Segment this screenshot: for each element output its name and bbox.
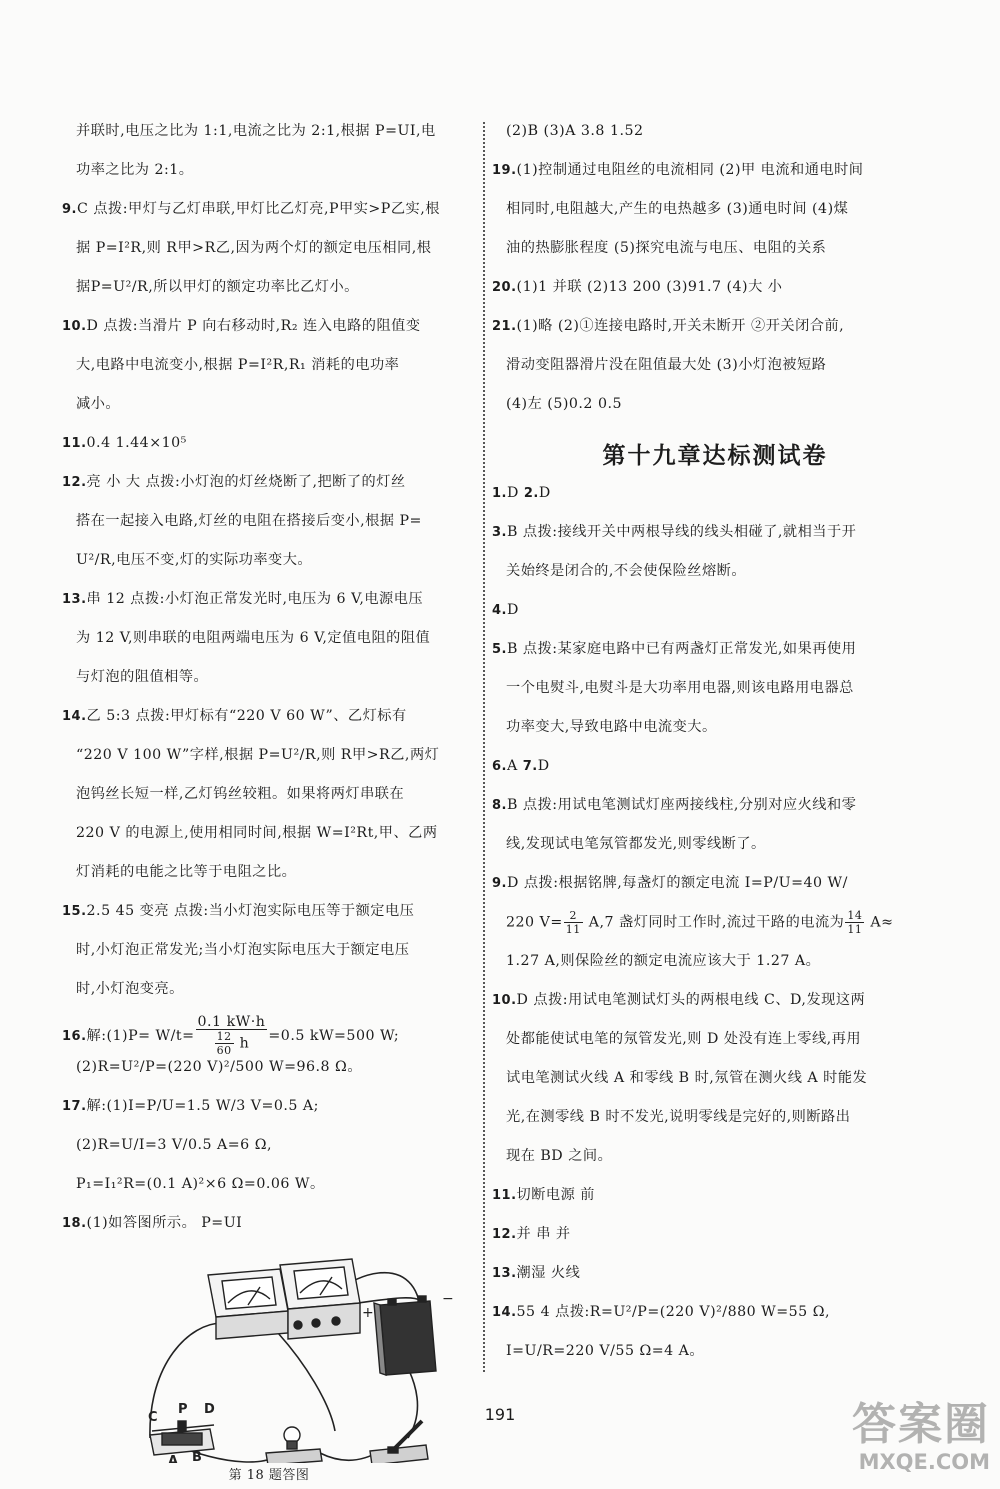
answer-17-line-2: (2)R=U/I=3 V/0.5 A=6 Ω, (76, 1137, 272, 1153)
question-number: 9. (492, 876, 507, 891)
answer-line (62, 547, 476, 586)
question-number: 13. (492, 1266, 517, 1281)
q9-fraction-1 (564, 909, 583, 936)
answer-text: 现在 BD 之间。 (506, 1148, 613, 1164)
answer-line (492, 1182, 938, 1221)
answer-text: 220 V 的电源上,使用相同时间,根据 W=I²Rt,甲、乙两 (76, 825, 438, 841)
answer-text: 大,电路中电流变小,根据 P=I²R,R₁ 消耗的电功率 (76, 357, 400, 373)
q9-fraction-2 (845, 909, 864, 936)
answer-line (492, 1338, 938, 1377)
answer-line (492, 675, 938, 714)
answer-line (492, 753, 938, 792)
answer-line (492, 948, 938, 987)
q16-inner-fraction (215, 1030, 234, 1057)
answer-text: 灯消耗的电能之比等于电阻之比。 (76, 864, 297, 880)
answer-text: (1)略 (2)①连接电路时,开关未断开 ②开关闭合前, (516, 318, 845, 334)
q16-fraction (196, 1015, 268, 1057)
question-number: 9. (62, 202, 77, 217)
q16-unit: h (239, 1035, 250, 1052)
answer-line (62, 157, 476, 196)
answer-line (62, 898, 476, 937)
question-number: 8. (492, 798, 507, 813)
answer-text: 滑动变阻器滑片没在阻值最大处 (3)小灯泡被短路 (506, 357, 827, 373)
question-number: 18. (62, 1216, 87, 1231)
label-p: P (178, 1402, 189, 1417)
answer-text: D 点拨:当滑片 P 向右移动时,R₂ 连入电路的阻值变 (86, 318, 421, 334)
answer-line (492, 391, 938, 430)
answer-line (62, 235, 476, 274)
answer-text: 1.27 A,则保险丝的额定电流应该大于 1.27 A。 (506, 953, 821, 969)
right-column (492, 118, 938, 1377)
answer-text: 串 12 点拨:小灯泡正常发光时,电压为 6 V,电源电压 (86, 591, 424, 607)
answer-16-line-2: (2)R=U²/P=(220 V)²/500 W=96.8 Ω。 (76, 1059, 363, 1075)
answer-text: (1)控制通过电阻丝的电流相同 (2)甲 电流和通电时间 (516, 162, 864, 178)
answer-text: 切断电源 前 (516, 1187, 595, 1203)
answer-text: 关始终是闭合的,不会使保险丝熔断。 (506, 563, 747, 579)
q16-fraction-numerator: 0.1 kW·h (197, 1014, 266, 1030)
watermark-url: MXQE.COM (858, 1450, 990, 1474)
chapter-title: 第十九章达标测试卷 (602, 443, 828, 469)
question-number: 16. (62, 1029, 87, 1044)
answer-text: 为 12 V,则串联的电阻两端电压为 6 V,定值电阻的阻值 (76, 630, 431, 646)
lamp (266, 1427, 322, 1463)
question-number: 19. (492, 163, 517, 178)
answer-text: D (506, 485, 524, 501)
answer-line (492, 870, 938, 909)
answer-text: 据 P=I²R,则 R甲>R乙,因为两个灯的额定电压相同,根 (76, 240, 432, 256)
answer-line (62, 196, 476, 235)
answer-text: 一个电熨斗,电熨斗是大功率用电器,则该电路用电器总 (506, 680, 854, 696)
answer-text: 功率变大,导致电路中电流变大。 (506, 719, 717, 735)
left-column (62, 118, 476, 1489)
answer-line (62, 742, 476, 781)
answer-line (62, 976, 476, 1015)
q17-text-1: 解:(1)I=P/U=1.5 W/3 V=0.5 A; (86, 1098, 319, 1114)
question-number: 12. (62, 475, 87, 490)
answer-line (492, 196, 938, 235)
right-answer-lines-middle (492, 480, 938, 909)
answer-text: 乙 5:3 点拨:甲灯标有“220 V 60 W”、乙灯标有 (86, 708, 407, 724)
q16-inner-denominator: 60 (216, 1044, 232, 1057)
q9-fraction-1-numerator: 2 (564, 909, 583, 923)
battery-minus-label: − (442, 1291, 455, 1307)
answer-line (62, 118, 476, 157)
answer-text: U²/R,电压不变,灯的实际功率变大。 (76, 552, 313, 568)
answer-text: D 点拨:根据铭牌,每盏灯的额定电流 I=P/U=40 W/ (506, 875, 848, 891)
answer-line (62, 313, 476, 352)
answer-line (492, 987, 938, 1026)
question-number: 11. (62, 436, 87, 451)
watermark-logo (800, 1401, 990, 1481)
answer-line (492, 597, 938, 636)
answer-line (492, 1104, 938, 1143)
answer-text: 时,小灯泡变亮。 (76, 981, 184, 997)
question-number: 15. (62, 904, 87, 919)
question-number: 12. (492, 1227, 517, 1242)
answer-line (492, 1299, 938, 1338)
answer-text: B 点拨:接线开关中两根导线的线头相碰了,就相当于开 (506, 524, 857, 540)
answer-text: 与灯泡的阻值相等。 (76, 669, 209, 685)
q9-fraction-2-numerator: 14 (847, 909, 863, 922)
ammeter (208, 1269, 288, 1339)
question-number: 2. (523, 486, 539, 501)
answer-line (492, 118, 938, 157)
q18-text: (1)如答图所示。 P=UI (86, 1215, 243, 1231)
answer-text: B 点拨:某家庭电路中已有两盏灯正常发光,如果再使用 (506, 641, 857, 657)
answer-17-line-3: P₁=I₁²R=(0.1 A)²×6 Ω=0.06 W。 (76, 1176, 325, 1192)
q16-fraction-denominator (196, 1030, 268, 1057)
answer-line (62, 430, 476, 469)
answer-text: (1)1 并联 (2)13 200 (3)91.7 (4)大 小 (516, 279, 783, 295)
answer-17-line-1 (62, 1093, 476, 1132)
answer-line (62, 352, 476, 391)
answer-line (492, 1260, 938, 1299)
answer-text: D (537, 758, 550, 774)
question-number: 11. (492, 1188, 517, 1203)
question-number: 17. (62, 1099, 87, 1114)
question-number: 10. (62, 319, 87, 334)
question-number: 13. (62, 592, 87, 607)
answer-line (62, 508, 476, 547)
answer-line (492, 352, 938, 391)
answer-text: 光,在测零线 B 时不发光,说明零线是完好的,则断路出 (506, 1109, 851, 1125)
answer-line (492, 313, 938, 352)
answer-text: C 点拨:甲灯与乙灯串联,甲灯比乙灯亮,P甲实>P乙实,根 (76, 201, 440, 217)
q9-suffix: A≈ (865, 914, 894, 931)
answer-line (62, 859, 476, 898)
figure-caption: 第 18 题答图 (228, 1468, 310, 1483)
label-b: B (192, 1450, 203, 1463)
answer-text: 线,发现试电笔氖管都发光,则零线断了。 (506, 836, 766, 852)
battery (374, 1296, 436, 1375)
answer-text: A (506, 758, 523, 774)
answer-text: 处都能使试电笔的氖管发光,则 D 处没有连上零线,再用 (506, 1031, 862, 1047)
question-number: 20. (492, 280, 517, 295)
left-answer-lines (62, 118, 476, 1015)
q9-fraction-1-denominator: 11 (565, 923, 581, 936)
answer-text: 时,小灯泡正常发光;当小灯泡实际电压大于额定电压 (76, 942, 410, 958)
answer-18-line-1 (62, 1210, 476, 1249)
circuit-answer-figure (130, 1253, 460, 1463)
answer-text: 0.4 1.44×10⁵ (86, 435, 187, 451)
answer-text: 泡钨丝长短一样,乙灯钨丝较粗。如果将两灯串联在 (76, 786, 405, 802)
question-number: 4. (492, 603, 507, 618)
answer-text: 潮湿 火线 (516, 1265, 581, 1281)
q9-fraction-2-denominator: 11 (847, 923, 863, 936)
answer-text: 搭在一起接入电路,灯丝的电阻在搭接后变小,根据 P= (76, 513, 422, 529)
answer-line (62, 391, 476, 430)
answer-text: D 点拨:用试电笔测试灯头的两根电线 C、D,发现这两 (516, 992, 866, 1008)
label-a: A (168, 1454, 179, 1463)
answer-line (492, 1026, 938, 1065)
answer-line (62, 703, 476, 742)
answer-line (492, 519, 938, 558)
voltmeter (280, 1259, 360, 1339)
answer-line (492, 157, 938, 196)
answer-line (492, 831, 938, 870)
answer-line (492, 714, 938, 753)
label-c: C (148, 1410, 159, 1425)
answer-text: I=U/R=220 V/55 Ω=4 A。 (506, 1343, 705, 1359)
q16-inner-numerator: 12 (216, 1030, 232, 1043)
answer-text: 2.5 45 变亮 点拨:当小灯泡实际电压等于额定电压 (86, 903, 415, 919)
q16-prefix: 解:(1)P= W/t= (86, 1028, 195, 1044)
question-number: 6. (492, 759, 507, 774)
answer-text: 减小。 (76, 396, 121, 412)
question-number: 14. (62, 709, 87, 724)
right-answer-lines-top (492, 118, 938, 430)
question-number: 3. (492, 525, 507, 540)
answer-line (62, 274, 476, 313)
answer-text: 油的热膨胀程度 (5)探究电流与电压、电阻的关系 (506, 240, 827, 256)
answer-text: 据P=U²/R,所以甲灯的额定功率比乙灯小。 (76, 279, 359, 295)
answer-text: 并联时,电压之比为 1:1,电流之比为 2:1,根据 P=UI,电 (76, 123, 436, 139)
q9-middle: A,7 盏灯同时工作时,流过干路的电流为 (583, 914, 845, 931)
answer-text: (2)B (3)A 3.8 1.52 (506, 123, 644, 139)
answer-line (62, 937, 476, 976)
question-number: 7. (522, 759, 538, 774)
right-answer-lines-bottom (492, 948, 938, 1377)
answer-line (62, 625, 476, 664)
answer-line (492, 1143, 938, 1182)
answer-text: 亮 小 大 点拨:小灯泡的灯丝烧断了,把断了的灯丝 (86, 474, 406, 490)
label-d: D (204, 1402, 216, 1417)
switch (370, 1421, 428, 1463)
answer-text: (4)左 (5)0.2 0.5 (506, 396, 623, 412)
answer-line (492, 274, 938, 313)
answer-line (492, 235, 938, 274)
q9-prefix: 220 V= (506, 914, 563, 931)
answer-line (492, 792, 938, 831)
answer-line (492, 1221, 938, 1260)
answer-9-line-2 (492, 909, 938, 948)
answer-line (492, 1065, 938, 1104)
watermark-title: 答案圈 (852, 1399, 990, 1450)
answer-line (492, 558, 938, 597)
answer-line (62, 820, 476, 859)
answer-text: 55 4 点拨:R=U²/P=(220 V)²/880 W=55 Ω, (516, 1304, 830, 1320)
answer-line (62, 781, 476, 820)
answer-line (62, 664, 476, 703)
question-number: 1. (492, 486, 507, 501)
question-number: 21. (492, 319, 517, 334)
answer-line (62, 586, 476, 625)
battery-plus-label: + (362, 1305, 375, 1321)
answer-line (62, 469, 476, 508)
q16-suffix: =0.5 kW=500 W; (268, 1028, 400, 1044)
answer-text: D (506, 602, 519, 618)
circuit-diagram (130, 1253, 460, 1463)
answer-text: 相同时,电阻越大,产生的电热越多 (3)通电时间 (4)煤 (506, 201, 849, 217)
column-divider (483, 122, 485, 1372)
page-number: 191 (484, 1405, 516, 1424)
answer-line (492, 480, 938, 519)
answer-text: 并 串 并 (516, 1226, 571, 1242)
question-number: 5. (492, 642, 507, 657)
rheostat (150, 1421, 214, 1455)
answer-line (492, 636, 938, 675)
answer-text: D (538, 485, 551, 501)
question-number: 14. (492, 1305, 517, 1320)
answer-16-line-1 (62, 1014, 476, 1057)
answer-text: B 点拨:用试电笔测试灯座两接线柱,分别对应火线和零 (506, 797, 857, 813)
answer-text: “220 V 100 W”字样,根据 P=U²/R,则 R甲>R乙,两灯 (76, 747, 440, 763)
answer-text: 功率之比为 2:1。 (76, 162, 194, 178)
question-number: 10. (492, 993, 517, 1008)
answer-text: 试电笔测试火线 A 和零线 B 时,氖管在测火线 A 时能发 (506, 1070, 868, 1086)
